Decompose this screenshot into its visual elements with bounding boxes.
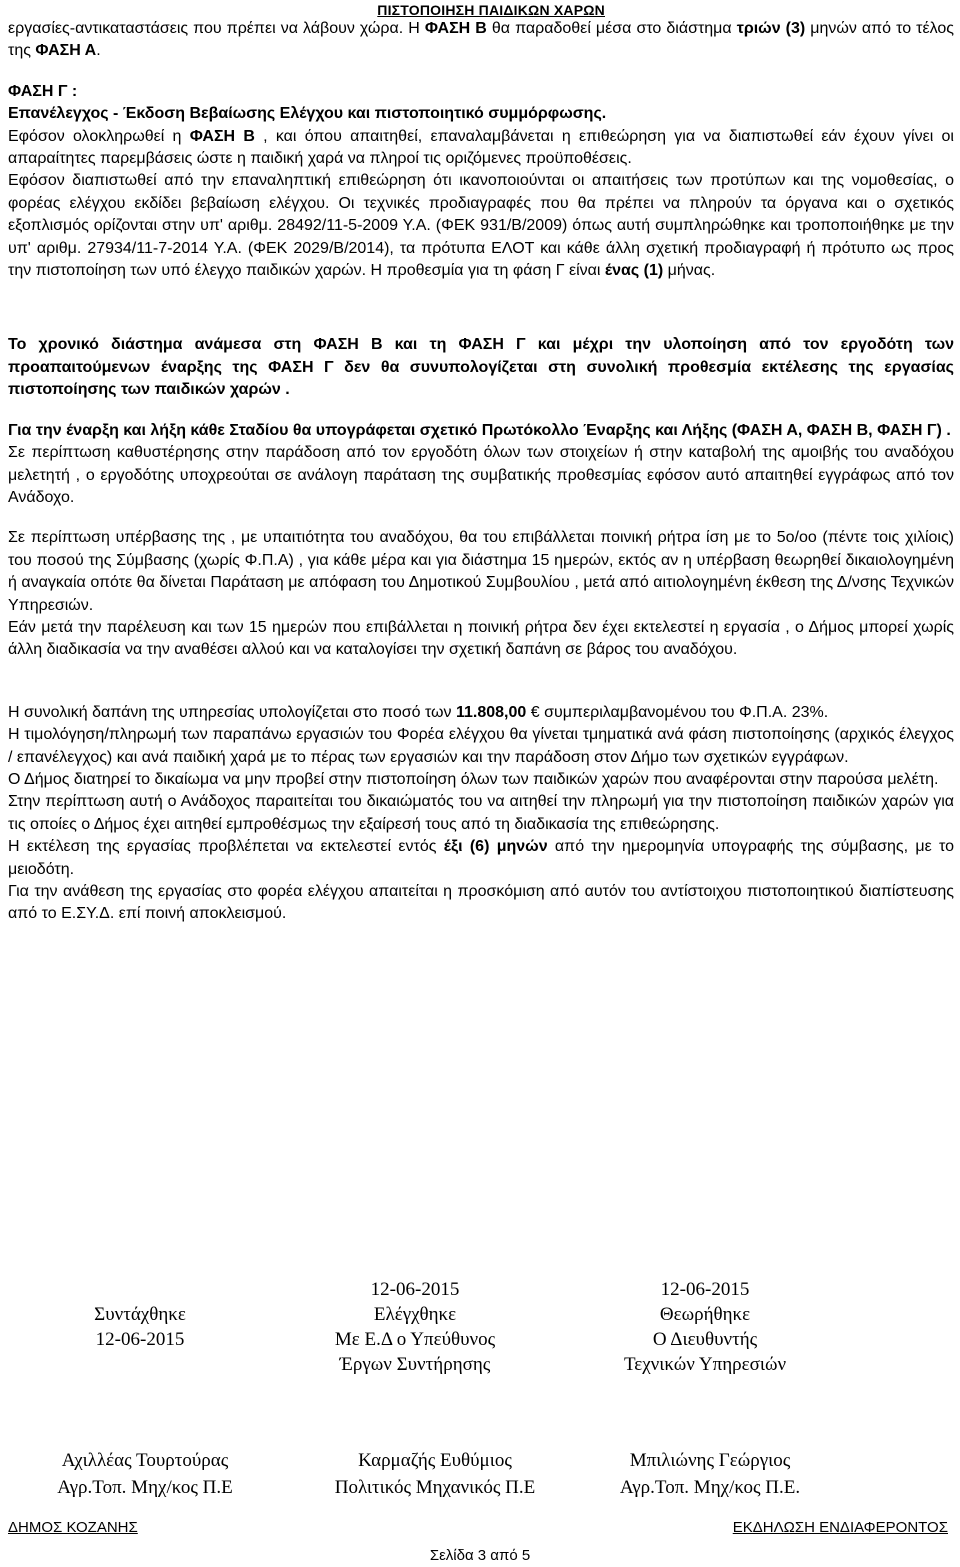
- signature-checked: 12-06-2015 Ελέγχθηκε Με Ε.Δ ο Υπεύθυνος Έργων Συντήρησης: [334, 1279, 496, 1375]
- paragraph-waiver: Στην περίπτωση αυτή ο Ανάδοχος παραιτείται του δικαιώματός του να αιτηθεί την πληρωμή για την πιστοποίηση παιδικών χαρών για τις οποίες ο Δήμος έχει αιτηθεί εμπροθέσμως την εξαίρεσή τους από τη διαδικασία της επιθεώρησης.: [8, 793, 954, 833]
- signatory-3: Μπιλιώνης Γεώργιος Αγρ.Τοπ. Μηχ/κος Π.Ε.: [619, 1450, 801, 1498]
- page-number: Σελίδα 3 από 5: [429, 1547, 531, 1564]
- paragraph-invoicing: Η τιμολόγηση/πληρωμή των παραπάνω εργασιών του Φορέα ελέγχου θα γίνεται τμηματικά ανά φάση πιστοποίησης (αρχικός έλεγχος / επανέλεγχος) και ανά παιδική χαρά με το πέρας των εργασιών και την παράδοση στον Δήμο των σχετικών εγγράφων.: [8, 726, 954, 766]
- paragraph-time-interval: Το χρονικό διάστημα ανάμεσα στη ΦΑΣΗ Β και τη ΦΑΣΗ Γ και μέχρι την υλοποίηση από τον εργοδότη των προαπαιτούμενων έναρξης της ΦΑΣΗ Γ δεν θα συνυπολογίζεται στη συνολική προθεσμία εκτέλεσης της εργασίας πιστοποίησης των παιδικών χαρών .: [8, 336, 954, 399]
- paragraph-phase-b-delivery: εργασίες-αντικαταστάσεις που πρέπει να λάβουν χώρα. Η ΦΑΣΗ Β θα παραδοθεί μέσα στο διάστημα τριών (3) μηνών από το τέλος της ΦΑΣΗ Α.: [8, 20, 954, 60]
- footer-document-type: ΕΚΔΗΛΩΣΗ ΕΝΔΙΑΦΕΡΟΝΤΟΣ: [732, 1519, 948, 1536]
- paragraph-penalty: Σε περίπτωση υπέρβασης της , με υπαιτιότητα του αναδόχου, θα του επιβάλλεται ποινική ρήτρα ίση με το 5ο/οο (πέντε τοις χιλίοις) του ποσού της Σύμβασης (χωρίς Φ.Π.Α) , για κάθε μέρα και για διάστημα 15 ημερών, εκτός αν η υπέρβαση θεωρηθεί δικαιολογημένη ή αναγκαία οπότε θα δίνεται Παράταση με απόφαση του Δημοτικού Συμβουλίου , μετά από αιτιολογημένη έκθεση της Δ/νσης Τεχνικών Υπηρεσιών.: [8, 529, 954, 614]
- paragraph-certificate: Εφόσον διαπιστωθεί από την επαναληπτική επιθεώρηση ότι ικανοποιούνται οι απαιτήσεις των προτύπων και της νομοθεσίας, ο φορέας ελέγχου εκδίδει βεβαίωση ελέγχου. Οι τεχνικές προδιαγραφές που θα πρέπει να πληρούν τα όργανα και ο σχετικός εξοπλισμός ορίζονται στην υπ' αριθμ. 28492/11-5-2009 Υ.Α. (ΦΕΚ 931/Β/2009) όπως αυτή συμπληρώθηκε και τροποποιήθηκε με την υπ' αριθμ. 27934/11-7-2014 Υ.Α. (ΦΕΚ 2029/Β/2014), τα πρότυπα ΕΛΟΤ και κάθε άλλη σχετική προδιαγραφή ή πρότυπο ως προς την πιστοποίηση των υπό έλεγχο παιδικών χαρών. Η προθεσμία για τη φάση Γ είναι ένας (1) μήνας.: [8, 172, 954, 280]
- phase-c-subtitle: Επανέλεγχος - Έκδοση Βεβαίωσης Ελέγχου και πιστοποιητικό συμμόρφωσης.: [8, 105, 607, 123]
- paragraph-reassignment: Εάν μετά την παρέλευση και των 15 ημερών που επιβάλλεται η ποινική ρήτρα δεν έχει εκτελεστεί η εργασία , ο Δήμος μπορεί χωρίς άλλη διαδικασία να την αναθέσει αλλού και να καταλογίσει την σχετική δαπάνη σε βάρος του αναδόχου.: [8, 618, 954, 659]
- paragraph-delay: Σε περίπτωση καθυστέρησης στην παράδοση από τον εργοδότη όλων των στοιχείων ή στην καταβολή της αμοιβής του αναδόχου μελετητή , ο εργοδότης υποχρεούται σε ανάλογη παράταση της συμβατικής προθεσμίας εφόσον αυτό απαιτηθεί εγγράφως από τον Ανάδοχο.: [8, 444, 954, 506]
- paragraph-reinspection: Εφόσον ολοκληρωθεί η ΦΑΣΗ Β , και όπου απαιτηθεί, επαναλαμβάνεται η επιθεώρηση για να διαπιστωθεί εάν έχουν γίνει οι απαραίτητες παρεμβάσεις ώστε η παιδική χαρά να πληροί τις οριζόμενες προϋποθέσεις.: [8, 127, 954, 168]
- signatory-1: Αχιλλέας Τουρτούρας Αγρ.Τοπ. Μηχ/κος Π.Ε: [57, 1450, 233, 1498]
- header-title: ΠΙΣΤΟΠΟΙΗΣΗ ΠΑΙΔΙΚΩΝ ΧΑΡΩΝ: [377, 2, 605, 18]
- paragraph-duration: Η εκτέλεση της εργασίας προβλέπεται να εκτελεστεί εντός έξι (6) μηνών από την ημερομηνία υπογραφής της σύμβασης, με το μειοδότη.: [8, 838, 955, 878]
- signatory-2: Καρμαζής Ευθύμιος Πολιτικός Μηχανικός Π.Ε: [334, 1450, 536, 1498]
- paragraph-municipality-right: Ο Δήμος διατηρεί το δικαίωμα να μην προβεί στην πιστοποίηση όλων των παιδικών χαρών που αναφέρονται στην παρούσα μελέτη.: [8, 770, 939, 788]
- signature-composed: Συντάχθηκε 12-06-2015: [94, 1304, 186, 1350]
- page-footer: [0, 1519, 960, 1567]
- document-body: [8, 18, 954, 926]
- paragraph-accreditation: Για την ανάθεση της εργασίας στο φορέα ελέγχου απαιτείται η προσκόμιση από αυτόν του αντίστοιχου πιστοποιητικού διαπίστευσης από το Ε.ΣΥ.Δ. επί ποινή αποκλεισμού.: [8, 883, 954, 923]
- paragraph-protocol: Για την έναρξη και λήξη κάθε Σταδίου θα υπογράφεται σχετικό Πρωτόκολλο Έναρξης και Λήξης (ΦΑΣΗ Α, ΦΑΣΗ Β, ΦΑΣΗ Γ) .: [8, 421, 951, 439]
- paragraph-total-cost: Η συνολική δαπάνη της υπηρεσίας υπολογίζεται στο ποσό των 11.808,00 € συμπεριλαμβανομένου του Φ.Π.Α. 23%.: [8, 703, 829, 721]
- signature-approved: 12-06-2015 Θεωρήθηκε Ο Διευθυντής Τεχνικών Υπηρεσιών: [623, 1279, 787, 1375]
- footer-municipality: ΔΗΜΟΣ ΚΟΖΑΝΗΣ: [8, 1519, 138, 1536]
- phase-c-title: ΦΑΣΗ Γ :: [8, 82, 78, 100]
